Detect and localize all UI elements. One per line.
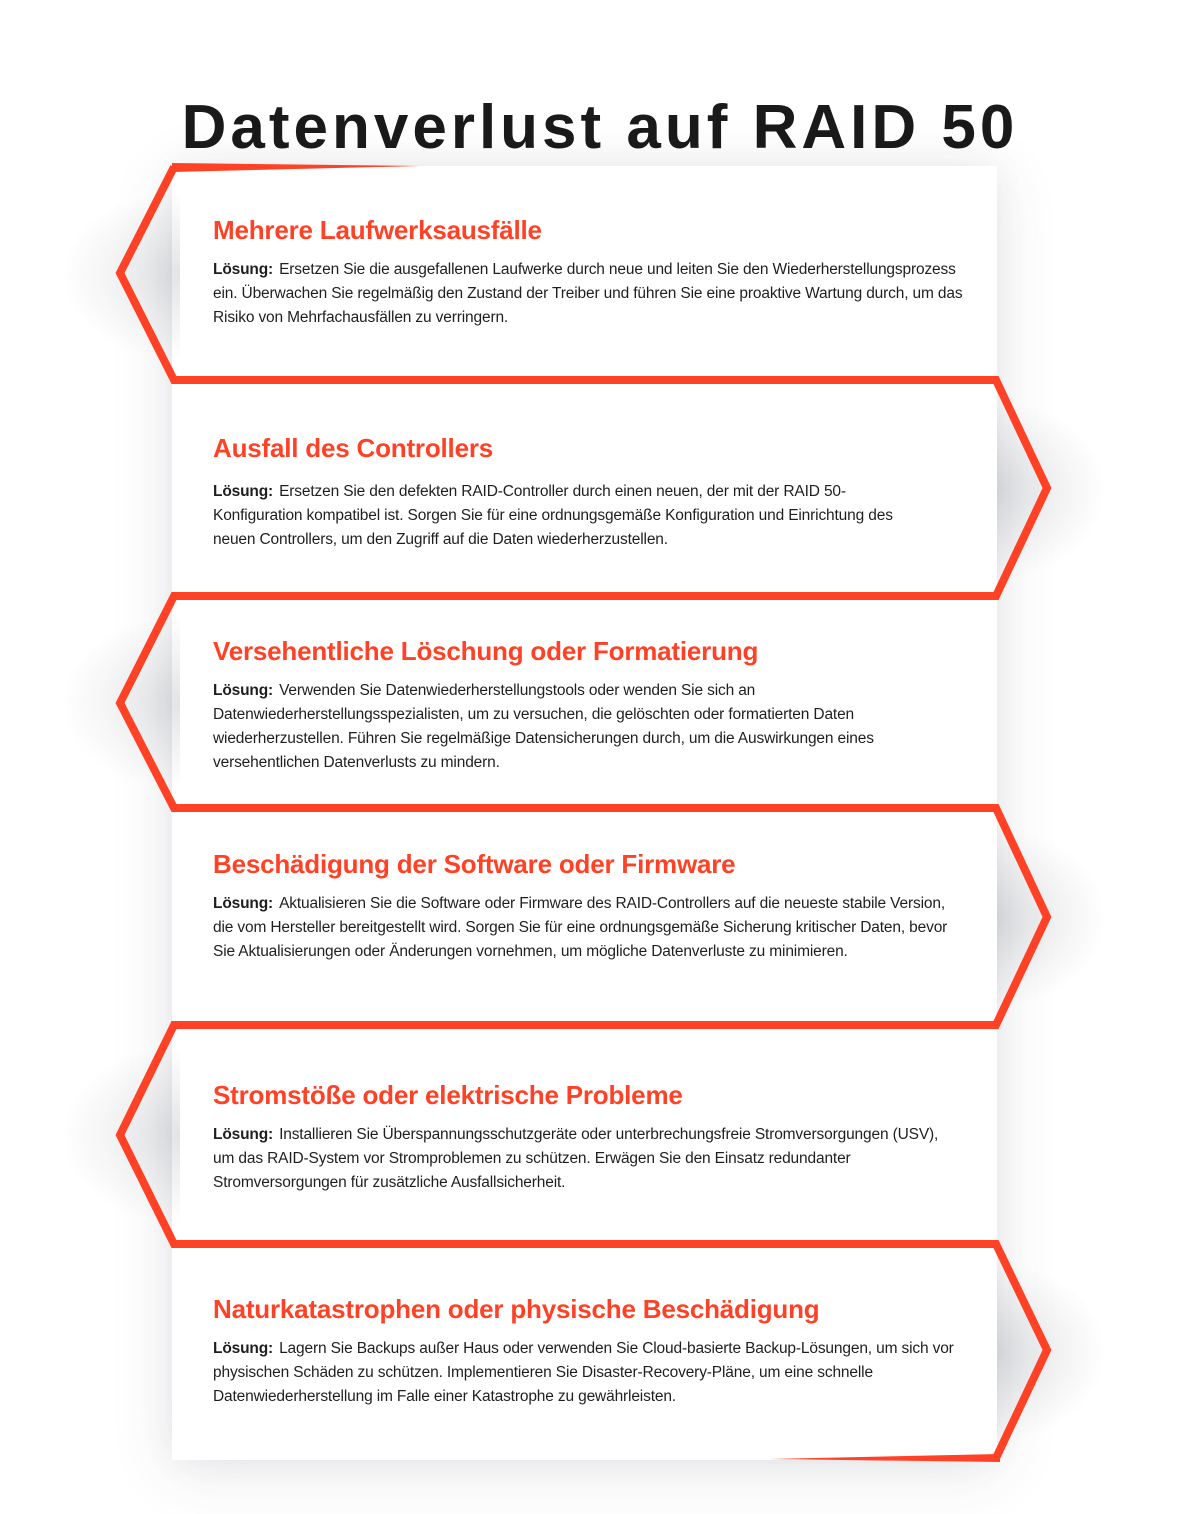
card-title: Mehrere Laufwerksausfälle xyxy=(213,215,542,245)
card-controller-failure xyxy=(213,432,983,552)
card-natural-disasters xyxy=(213,1293,983,1409)
shadow-right-6 xyxy=(997,1262,1107,1442)
page-title: Datenverlust auf RAID 50 xyxy=(181,92,1019,162)
card-software-firmware-damage xyxy=(213,848,983,964)
solution-text: Installieren Sie Überspannungsschutzgeräte oder unterbrechungsfreie Stromversorgungen (USV), um das RAID-System vor Stromproblemen zu schützen. Erwägen Sie den Einsatz redundanter Stromversorgungen für zusätzliche Ausfallsicherheit. xyxy=(213,1126,939,1191)
solution-label: Lösung: xyxy=(213,483,274,500)
card-title: Naturkatastrophen oder physische Beschädigung xyxy=(213,1294,820,1324)
solution-text: Ersetzen Sie die ausgefallenen Laufwerke durch neue und leiten Sie den Wiederherstellungsprozess ein. Überwachen Sie regelmäßig den Zustand der Treiber und führen Sie eine proaktive Wartung durch, um das Risiko von Mehrfachausfällen zu verringern. xyxy=(213,261,963,326)
card-title: Ausfall des Controllers xyxy=(213,433,494,463)
card-title: Versehentliche Löschung oder Formatierung xyxy=(213,636,759,666)
shadow-left-5 xyxy=(60,1045,180,1225)
solution-text: Ersetzen Sie den defekten RAID-Controller durch einen neuen, der mit der RAID 50-Konfiguration kompatibel ist. Sorgen Sie für eine ordnungsgemäße Konfiguration und Einrichtung des neuen Controllers, um den Zugriff auf die Daten wiederherzustellen. xyxy=(213,483,893,548)
shadow-left-1 xyxy=(60,190,180,360)
card-accidental-deletion xyxy=(213,635,983,775)
solution-text: Verwenden Sie Datenwiederherstellungstools oder wenden Sie sich an Datenwiederherstellungsspezialisten, um zu versuchen, die gelöschten oder formatierten Daten wiederherzustellen. Führen Sie regelmäßige Datensicherungen durch, um die Auswirkungen eines versehentlichen Datenverlusts zu mindern. xyxy=(213,682,874,771)
card-solution xyxy=(213,480,913,552)
card-solution xyxy=(213,892,953,964)
card-title: Stromstöße oder elektrische Probleme xyxy=(213,1080,683,1110)
shadow-left-3 xyxy=(60,615,180,790)
card-solution xyxy=(213,1123,953,1195)
solution-label: Lösung: xyxy=(213,682,274,699)
card-solution xyxy=(213,679,973,775)
card-solution xyxy=(213,258,983,330)
shadow-right-2 xyxy=(997,400,1107,580)
solution-text: Lagern Sie Backups außer Haus oder verwenden Sie Cloud-basierte Backup-Lösungen, um sich vor physischen Schäden zu schützen. Implementieren Sie Disaster-Recovery-Pläne, um eine schnelle Datenwiederherstellung im Falle einer Katastrophe zu gewährleisten. xyxy=(213,1340,954,1405)
card-power-surges xyxy=(213,1079,983,1195)
solution-label: Lösung: xyxy=(213,1340,274,1357)
solution-text: Aktualisieren Sie die Software oder Firmware des RAID-Controllers auf die neueste stabile Version, die vom Hersteller bereitgestellt wird. Sorgen Sie für eine ordnungsgemäße Sicherung kritischer Daten, bevor Sie Aktualisierungen oder Änderungen vornehmen, um mögliche Datenverluste zu minimieren. xyxy=(213,895,948,960)
solution-label: Lösung: xyxy=(213,1126,274,1143)
card-title: Beschädigung der Software oder Firmware xyxy=(213,849,736,879)
card-solution xyxy=(213,1337,983,1409)
solution-label: Lösung: xyxy=(213,895,274,912)
solution-label: Lösung: xyxy=(213,261,274,278)
cards-panel xyxy=(172,166,997,1460)
card-multiple-drive-failures xyxy=(213,214,983,330)
shadow-right-4 xyxy=(997,828,1107,1008)
